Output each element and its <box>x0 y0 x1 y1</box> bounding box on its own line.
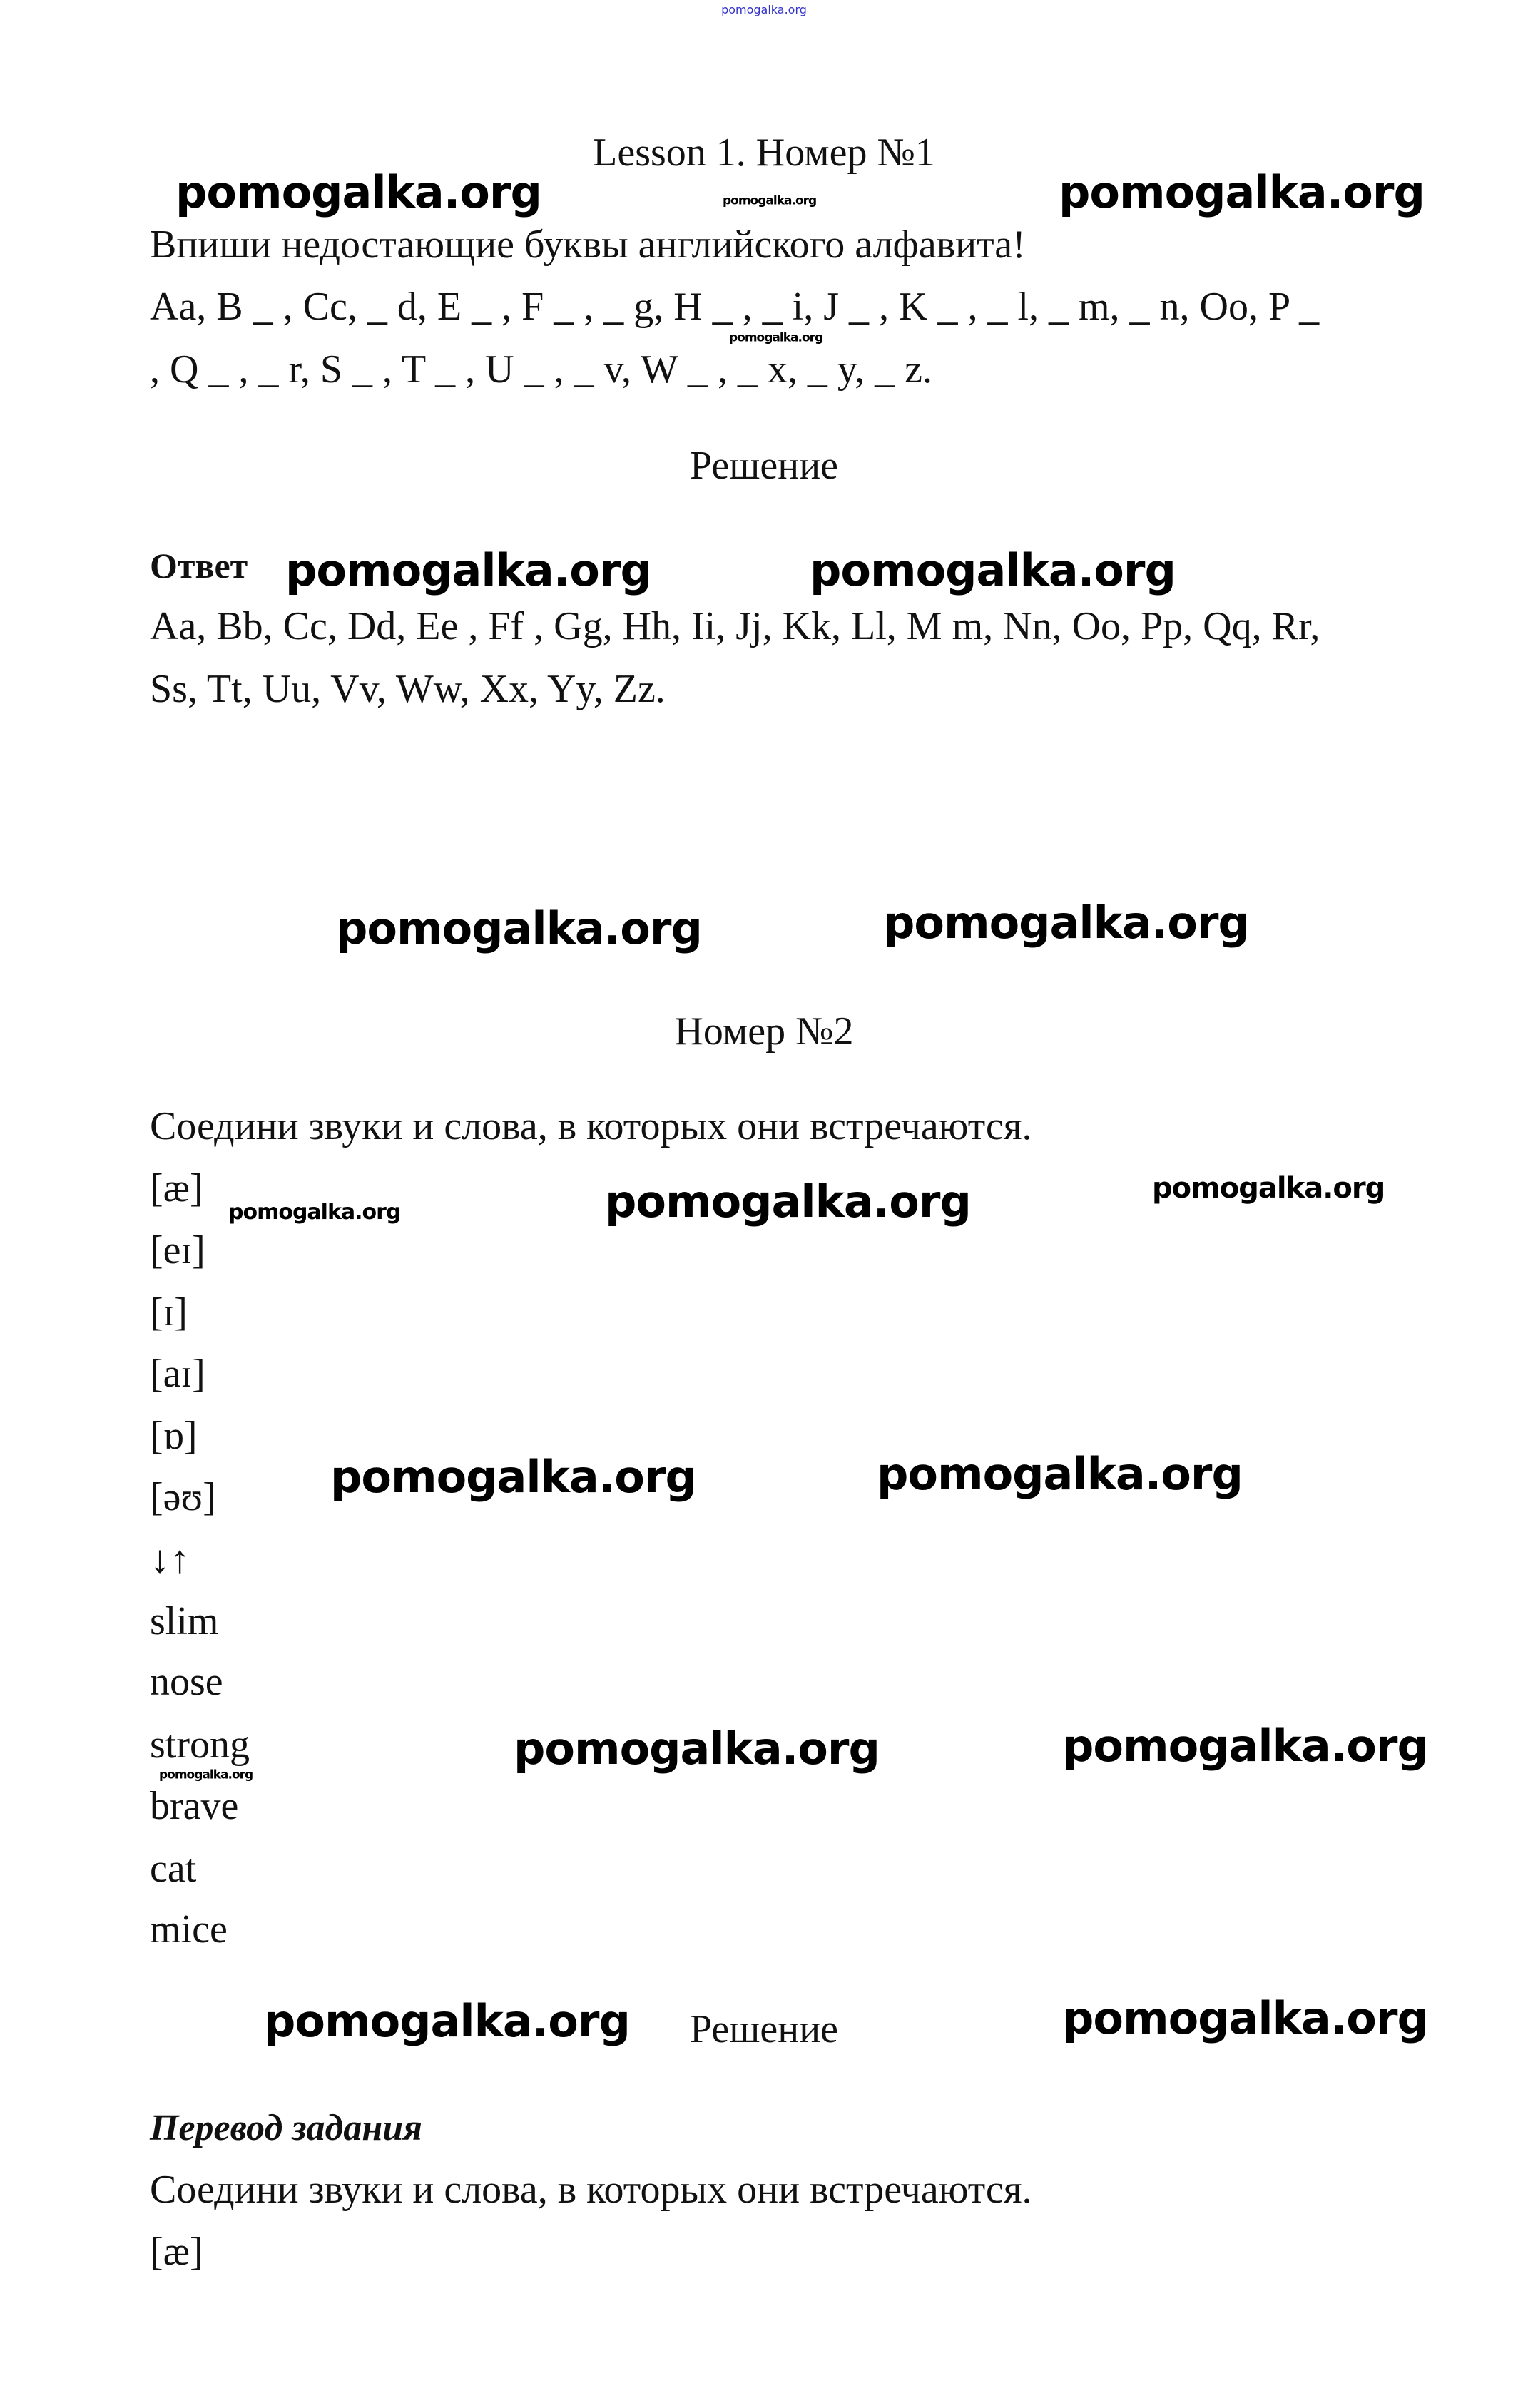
watermark: pomogalka.org <box>336 902 702 954</box>
task-1-text: Впиши недостающие буквы английского алфавита! <box>150 223 1026 267</box>
word-item: cat <box>150 1847 197 1891</box>
watermark: pomogalka.org <box>605 1175 971 1228</box>
watermark: pomogalka.org <box>330 1451 696 1503</box>
sound-item: [eɪ] <box>150 1228 205 1272</box>
watermark: pomogalka.org <box>228 1200 401 1225</box>
watermark: pomogalka.org <box>877 1448 1243 1500</box>
answer-line-2: Ss, Tt, Uu, Vv, Ww, Xx, Yy, Zz. <box>150 667 666 711</box>
word-item: strong <box>150 1723 250 1767</box>
watermark: pomogalka.org <box>1062 1720 1428 1772</box>
watermark: pomogalka.org <box>1152 1172 1385 1205</box>
sound-item: [æ] <box>150 1166 203 1210</box>
alphabet-line-1: Aa, B _ , Cc, _ d, E _ , F _ , _ g, H _ , _ i, J _ , K _ , _ l, _ m, _ n, Oo, P _ <box>150 285 1320 329</box>
translation-sound: [æ] <box>150 2230 203 2274</box>
watermark: pomogalka.org <box>264 1995 630 2047</box>
task-2-title: Номер №2 <box>674 1009 854 1054</box>
word-item: brave <box>150 1784 239 1828</box>
answer-label: Ответ <box>150 546 248 586</box>
sound-item: [əʊ] <box>150 1475 216 1519</box>
watermark: pomogalka.org <box>729 330 823 345</box>
answer-line-1: Aa, Bb, Cc, Dd, Ee , Ff , Gg, Hh, Ii, Jj, Kk, Ll, M m, Nn, Oo, Pp, Qq, Rr, <box>150 604 1320 648</box>
sound-item: [ɒ] <box>150 1414 198 1458</box>
watermark: pomogalka.org <box>723 193 817 208</box>
watermark: pomogalka.org <box>810 544 1176 596</box>
watermark: pomogalka.org <box>175 166 541 218</box>
arrows-icon: ↓↑ <box>150 1538 190 1582</box>
alphabet-line-2: , Q _ , _ r, S _ , T _ , U _ , _ v, W _ , _ x, _ y, _ z. <box>150 347 933 392</box>
watermark: pomogalka.org <box>883 897 1249 949</box>
top-watermark: pomogalka.org <box>721 3 807 16</box>
sound-item: [aɪ] <box>150 1352 205 1396</box>
task-2-text: Соедини звуки и слова, в которых они встречаются. <box>150 1104 1032 1148</box>
translation-label: Перевод задания <box>150 2108 422 2148</box>
word-item: nose <box>150 1660 223 1704</box>
watermark: pomogalka.org <box>285 544 651 596</box>
watermark: pomogalka.org <box>159 1767 253 1782</box>
lesson-title: Lesson 1. Номер №1 <box>593 131 935 175</box>
watermark: pomogalka.org <box>1062 1992 1428 2044</box>
translation-text: Соедини звуки и слова, в которых они встречаются. <box>150 2168 1032 2212</box>
watermark: pomogalka.org <box>514 1723 880 1775</box>
word-item: slim <box>150 1599 219 1643</box>
word-item: mice <box>150 1907 228 1952</box>
solution-heading-1: Решение <box>689 444 839 488</box>
watermark: pomogalka.org <box>1059 166 1425 218</box>
solution-heading-2: Решение <box>689 2007 839 2051</box>
sound-item: [ɪ] <box>150 1290 188 1335</box>
